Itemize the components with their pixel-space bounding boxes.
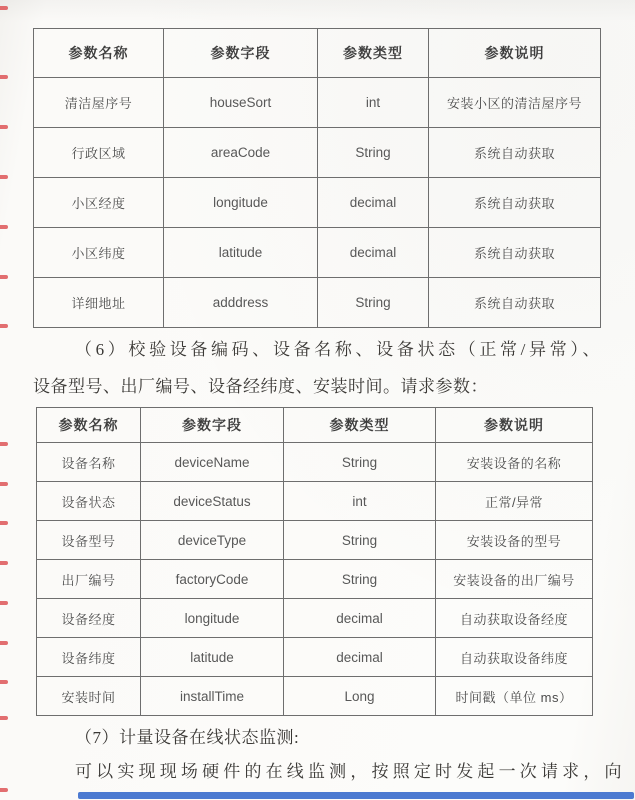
cell: 安装小区的清洁屋序号 — [429, 78, 601, 128]
cell: 系统自动获取 — [429, 228, 601, 278]
cell: 设备经度 — [37, 599, 141, 638]
cell: String — [284, 560, 436, 599]
cell: 小区纬度 — [34, 228, 164, 278]
cell: decimal — [318, 178, 429, 228]
column-header: 参数类型 — [284, 408, 436, 443]
cell: 小区经度 — [34, 178, 164, 228]
table-row — [34, 78, 601, 128]
cell: 时间戳（单位 ms） — [436, 677, 593, 716]
cell: 设备型号 — [37, 521, 141, 560]
scan-edge-mark — [0, 788, 8, 792]
column-header: 参数字段 — [141, 408, 284, 443]
cell: 安装设备的名称 — [436, 443, 593, 482]
cell: Long — [284, 677, 436, 716]
cell: 设备状态 — [37, 482, 141, 521]
paragraph-6-line-2: 设备型号、出厂编号、设备经纬度、安装时间。请求参数： — [33, 377, 488, 396]
cell: areaCode — [164, 128, 318, 178]
cell: longitude — [164, 178, 318, 228]
cell: String — [284, 443, 436, 482]
scan-edge-mark — [0, 482, 8, 486]
cell: 安装时间 — [37, 677, 141, 716]
scan-edge-mark — [0, 6, 8, 10]
scan-edge-mark — [0, 324, 8, 328]
cell: longitude — [141, 599, 284, 638]
cell: latitude — [141, 638, 284, 677]
cell: houseSort — [164, 78, 318, 128]
table-row — [34, 278, 601, 328]
table-row — [37, 560, 593, 599]
cell: factoryCode — [141, 560, 284, 599]
cell: 清洁屋序号 — [34, 78, 164, 128]
cell: String — [318, 128, 429, 178]
scan-edge-mark — [0, 680, 8, 684]
column-header: 参数名称 — [34, 29, 164, 78]
cell: 系统自动获取 — [429, 178, 601, 228]
cell: String — [284, 521, 436, 560]
cell: deviceName — [141, 443, 284, 482]
table-row — [37, 521, 593, 560]
table-header-row — [34, 29, 601, 78]
cell: int — [284, 482, 436, 521]
table-row — [34, 128, 601, 178]
cell: 系统自动获取 — [429, 128, 601, 178]
column-header: 参数说明 — [436, 408, 593, 443]
cell: latitude — [164, 228, 318, 278]
column-header: 参数类型 — [318, 29, 429, 78]
table-header-row — [37, 408, 593, 443]
cell: deviceType — [141, 521, 284, 560]
table-row — [34, 178, 601, 228]
table-row — [37, 599, 593, 638]
cell: adddress — [164, 278, 318, 328]
paragraph-7: （7）计量设备在线状态监测: — [75, 728, 300, 747]
scan-edge-mark — [0, 175, 8, 179]
cell: decimal — [284, 599, 436, 638]
cell: 设备名称 — [37, 443, 141, 482]
column-header: 参数字段 — [164, 29, 318, 78]
cell: 设备纬度 — [37, 638, 141, 677]
cell: int — [318, 78, 429, 128]
column-header: 参数名称 — [37, 408, 141, 443]
scan-edge-mark — [0, 716, 8, 720]
scan-edge-mark — [0, 641, 8, 645]
cell: decimal — [284, 638, 436, 677]
cell: String — [318, 278, 429, 328]
cell: 出厂编号 — [37, 560, 141, 599]
column-header: 参数说明 — [429, 29, 601, 78]
table-row — [37, 677, 593, 716]
cell: deviceStatus — [141, 482, 284, 521]
scan-edge-mark — [0, 275, 8, 279]
scan-edge-mark — [0, 125, 8, 129]
scan-edge-mark — [0, 225, 8, 229]
cell: 自动获取设备经度 — [436, 599, 593, 638]
request-params-table-house — [33, 28, 601, 328]
table-row — [37, 638, 593, 677]
table-row — [37, 482, 593, 521]
cell: 正常/异常 — [436, 482, 593, 521]
scan-edge-mark — [0, 75, 8, 79]
cell: 行政区域 — [34, 128, 164, 178]
cell: decimal — [318, 228, 429, 278]
scan-edge-mark — [0, 561, 8, 565]
scan-edge-mark — [0, 601, 8, 605]
cell: installTime — [141, 677, 284, 716]
request-params-table-device — [36, 407, 593, 716]
cell: 系统自动获取 — [429, 278, 601, 328]
table-row — [34, 228, 601, 278]
cell: 详细地址 — [34, 278, 164, 328]
progress-bar — [78, 792, 634, 799]
cell: 安装设备的型号 — [436, 521, 593, 560]
table-row — [37, 443, 593, 482]
paragraph-8: 可以实现现场硬件的在线监测，按照定时发起一次请求，向 — [75, 762, 622, 781]
paragraph-6-line-1: （6）校验设备编码、设备名称、设备状态（正常/异常）、 — [75, 340, 600, 359]
cell: 安装设备的出厂编号 — [436, 560, 593, 599]
scan-edge-mark — [0, 521, 8, 525]
scan-edge-mark — [0, 442, 8, 446]
cell: 自动获取设备纬度 — [436, 638, 593, 677]
